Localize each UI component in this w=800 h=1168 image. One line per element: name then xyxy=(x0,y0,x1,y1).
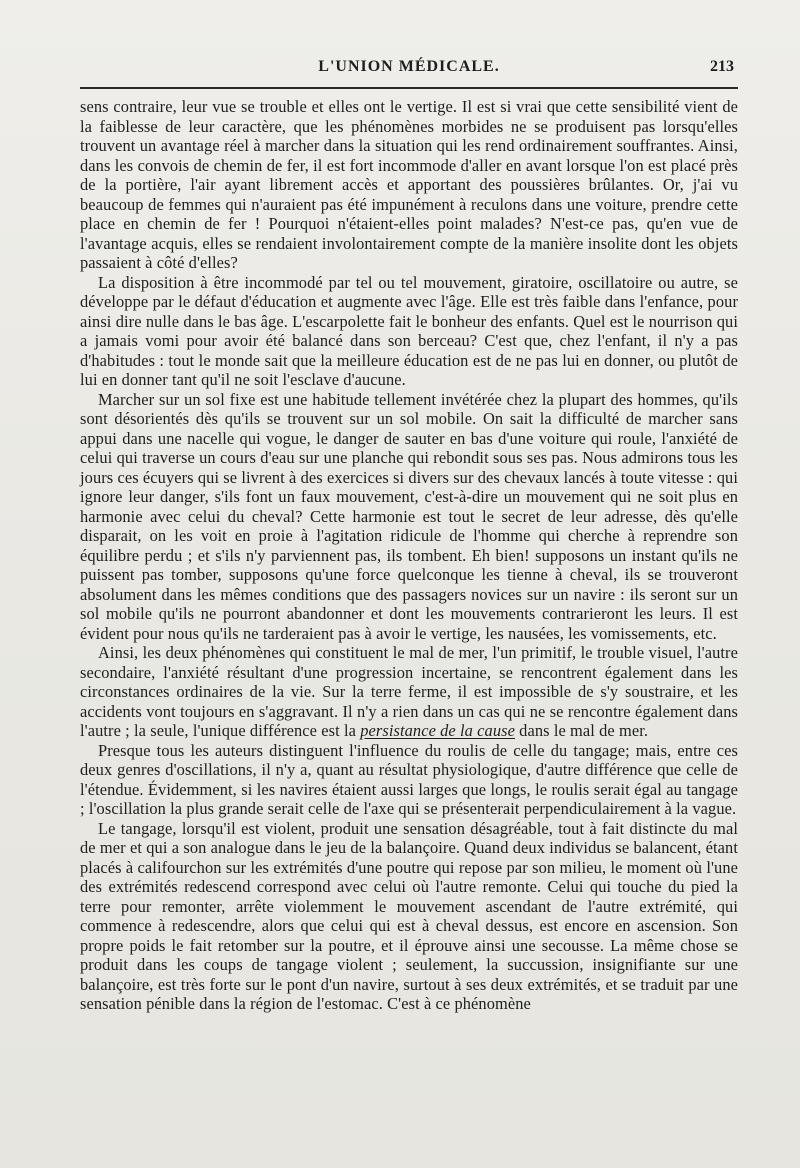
paragraph-4-after: dans le mal de mer. xyxy=(514,721,649,740)
paragraph-3: Marcher sur un sol fixe est une habitude tellement invétérée chez la plupart des hommes, qu'ils sont désorientés dès qu'ils se trouvent sur un sol mobile. On sait la difficulté de marcher sans appui dans une nacelle qui vogue, le danger de sauter en bas d'une voiture qui roule, l'anxiété de celui qui traverse un cours d'eau sur une planche qui rebondit sous ses pas. Nous admirons tous les jours ces écuyers qui se livrent à des exercices si divers sur des chevaux lancés à toute vitesse : qui ignore leur danger, s'ils font un faux mouvement, c'est-à-dire un mouvement qui ne soit plus en harmonie avec celui du cheval? Cette harmonie est tout le secret de leur adresse, dès qu'elle disparait, on les voit en proie à l'agitation ridicule de l'homme qui cherche à reprendre son équilibre perdu ; et s'ils n'y parviennent pas, ils tombent. Eh bien! supposons un instant qu'ils ne puissent pas tomber, supposons qu'une force quelconque les tienne à cheval, ils se trouveront absolument dans les mêmes conditions que des passagers novices sur un navire : ils seront sur un sol mobile qu'ils ne pourront abandonner et dont les mouvements contrarieront les leurs. Il est évident pour nous qu'ils ne tarderaient pas à avoir le vertige, les nausées, les vomissements, etc. xyxy=(80,389,738,643)
emphasized-phrase: persistance de la cause xyxy=(360,721,515,740)
paragraph-4-before: Ainsi, les deux phénomènes qui constituent le mal de mer, l'un primitif, le trouble visuel, l'autre secondaire, l'anxiété résultant d'une progression incertaine, se rencontrent également dans les circonstances ordinaires de la vie. Sur la terre ferme, il est impossible de s'y soustraire, et les accidents vont toujours en s'aggravant. Il n'y a rien dans un cas qui ne se rencontre également dans l'autre ; la seule, l'unique différence est la xyxy=(80,643,738,740)
paragraph-6: Le tangage, lorsqu'il est violent, produit une sensation désagréable, tout à fait distincte du mal de mer et qui a son analogue dans le jeu de la balançoire. Quand deux individus se balancent, étant placés à califourchon sur les extrémités d'une poutre qui repose par son milieu, le moment où l'une des extrémités redescend correspond avec celui où l'autre remonte. Celui qui touche du pied la terre pour remonter, arrête violemment le mouvement ascendant de l'autre extrémité, qui commence à redescendre, alors que celui qui est à cheval dessus, est encore en ascension. Son propre poids le fait retomber sur la poutre, et il éprouve ainsi une secousse. La même chose se produit dans les coups de tangage violent ; seulement, la succussion, insignifiante sur une balançoire, est très forte sur le pont d'un navire, surtout à ses deux extrémités, et se traduit par une sensation pénible dans la région de l'estomac. C'est à ce phénomène xyxy=(80,818,738,1013)
paragraph-4 xyxy=(80,643,738,741)
header-rule xyxy=(80,87,738,89)
page-header xyxy=(80,58,738,80)
paragraph-2: La disposition à être incommodé par tel ou tel mouvement, giratoire, oscillatoire ou autre, se développe par le défaut d'éducation et augmente avec l'âge. Elle est très faible dans l'enfance, pour ainsi dire nulle dans le bas âge. L'escarpolette fait le bonheur des enfants. Quel est le nourrison qui a jamais vomi pour avoir été balancé dans son berceau? C'est que, chez l'enfant, il n'y a pas d'habitudes : tout le monde sait que la meilleure éducation est de ne pas lui en donner, ou plutôt de lui en donner tant qu'il ne soit l'esclave d'aucune. xyxy=(80,272,738,389)
page-number: 213 xyxy=(710,58,734,75)
paragraph-5: Presque tous les auteurs distinguent l'influence du roulis de celle du tangage; mais, entre ces deux genres d'oscillations, il n'y a, quant au résultat physiologique, d'autre différence que celle de l'étendue. Évidemment, si les navires étaient aussi larges que longs, le roulis serait égal au tangage ; l'oscillation la plus grande serait celle de l'axe qui se présenterait perpendiculairement à la vague. xyxy=(80,740,738,818)
running-title: L'UNION MÉDICALE. xyxy=(318,58,500,75)
paragraph-1: sens contraire, leur vue se trouble et elles ont le vertige. Il est si vrai que cette sensibilité vient de la faiblesse de leur caractère, que les phénomènes morbides ne se produisent pas lorsqu'elles trouvent un avantage réel à marcher dans la situation qui les rend ordinairement souffrantes. Ainsi, dans les convois de chemin de fer, il est fort incommode d'aller en avant lorsque l'on est placé près de la portière, l'air ayant librement accès et apportant des poussières brûlantes. Or, j'ai vu beaucoup de femmes qui n'auraient pas été impunément à reculons dans une voiture, prendre cette place en chemin de fer ! Pourquoi n'étaient-elles point malades? N'est-ce pas, qu'en vue de l'avantage acquis, elles se rendaient involontairement compte de la manière insolite dont les objets passaient à côté d'elles? xyxy=(80,97,738,272)
body-text xyxy=(80,97,738,1014)
